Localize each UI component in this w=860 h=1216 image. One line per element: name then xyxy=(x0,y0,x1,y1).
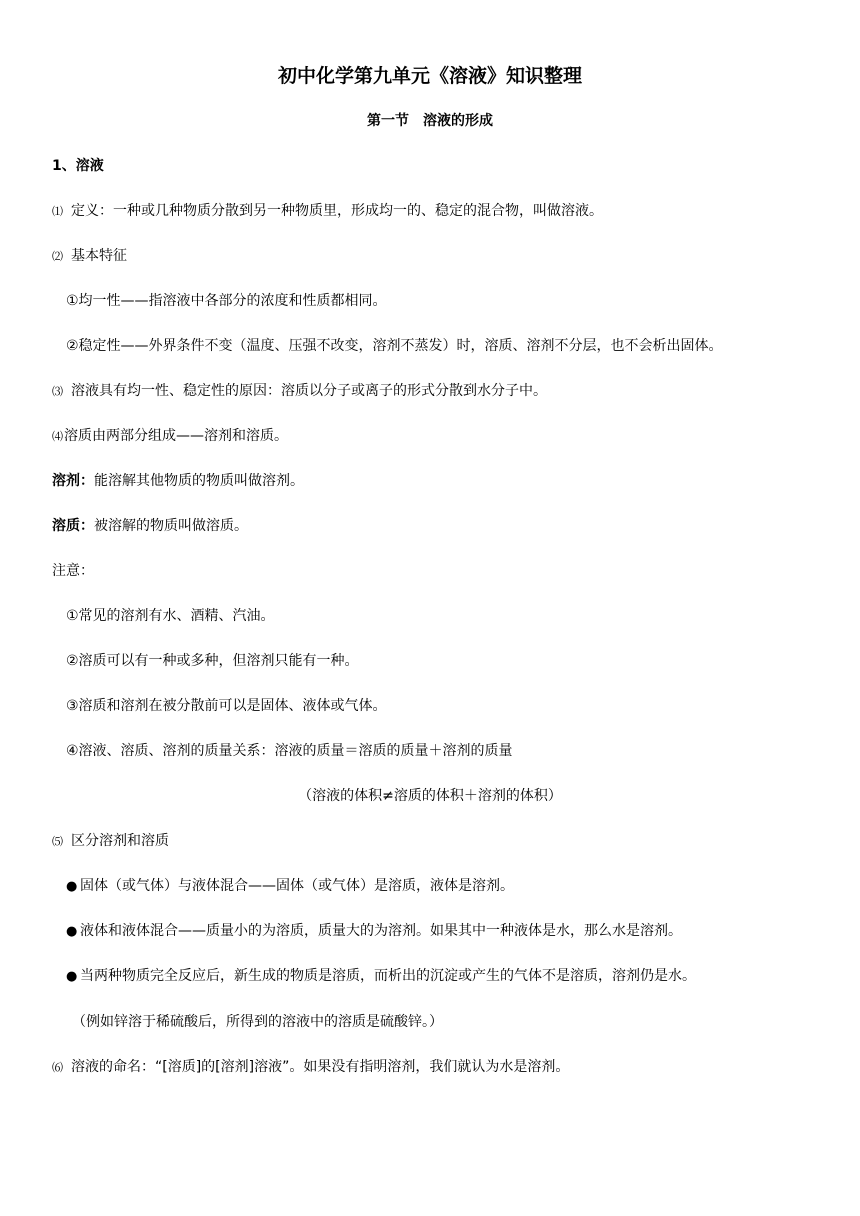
feature-item: ①均一性——指溶液中各部分的浓度和性质都相同。 xyxy=(66,293,387,309)
note-label: 注意： xyxy=(52,563,94,579)
item-number: ⑹ xyxy=(52,1061,63,1074)
note-item: ①常见的溶剂有水、酒精、汽油。 xyxy=(66,608,275,624)
paragraph-text: 溶液具有均一性、稳定性的原因：溶质以分子或离子的形式分散到水分子中。 xyxy=(71,383,547,399)
note-item: ②溶质可以有一种或多种，但溶剂只能有一种。 xyxy=(66,653,359,669)
paragraph-naming xyxy=(52,1057,569,1078)
note-volume: （溶液的体积≠溶质的体积＋溶剂的体积） xyxy=(298,788,562,804)
bullet-text: 固体（或气体）与液体混合——固体（或气体）是溶质，液体是溶剂。 xyxy=(80,878,514,894)
bullet-text: 液体和液体混合——质量小的为溶质，质量大的为溶剂。如果其中一种液体是水，那么水是溶剂。 xyxy=(80,923,682,939)
bullet-icon: ● xyxy=(66,879,78,894)
item-number: ⑵ xyxy=(52,250,63,263)
note-item: ③溶质和溶剂在被分散前可以是固体、液体或气体。 xyxy=(66,698,387,714)
bullet-item xyxy=(66,966,696,987)
paragraph-text: 定义：一种或几种物质分散到另一种物质里，形成均一的、稳定的混合物，叫做溶液。 xyxy=(71,203,603,219)
bullet-icon: ● xyxy=(66,969,78,984)
item-number: ⑷ xyxy=(52,430,63,443)
solvent-label: 溶剂： xyxy=(52,473,94,489)
paragraph-text: 溶液的命名：“[溶质]的[溶剂]溶液”。如果没有指明溶剂，我们就认为水是溶剂。 xyxy=(71,1059,570,1075)
section-title: 第一节 溶液的形成 xyxy=(367,113,493,129)
example-note: （例如锌溶于稀硫酸后，所得到的溶液中的溶质是硫酸锌。） xyxy=(72,1014,443,1030)
paragraph-text: 基本特征 xyxy=(71,248,127,264)
bullet-text: 当两种物质完全反应后，新生成的物质是溶质，而析出的沉淀或产生的气体不是溶质，溶剂仍是水。 xyxy=(80,968,696,984)
item-number: ⑶ xyxy=(52,385,63,398)
paragraph-distinguish xyxy=(52,831,169,852)
item-number: ⑸ xyxy=(52,835,63,848)
document-title: 初中化学第九单元《溶液》知识整理 xyxy=(277,65,582,87)
solute-text: 被溶解的物质叫做溶质。 xyxy=(94,518,248,534)
bullet-item xyxy=(66,876,514,897)
bullet-item xyxy=(66,921,682,942)
paragraph-definition xyxy=(52,201,603,222)
feature-item: ②稳定性——外界条件不变（温度、压强不改变，溶剂不蒸发）时，溶质、溶剂不分层，也不会析出固体。 xyxy=(66,338,723,354)
solvent-text: 能溶解其他物质的物质叫做溶剂。 xyxy=(94,473,304,489)
solute-definition xyxy=(52,516,248,536)
heading-solution: 1、溶液 xyxy=(52,158,104,174)
note-item: ④溶液、溶质、溶剂的质量关系：溶液的质量＝溶质的质量＋溶剂的质量 xyxy=(66,743,513,759)
item-number: ⑴ xyxy=(52,205,63,218)
solvent-definition xyxy=(52,471,304,491)
bullet-icon: ● xyxy=(66,924,78,939)
solute-label: 溶质： xyxy=(52,518,94,534)
paragraph-reason xyxy=(52,381,547,402)
paragraph-text: 区分溶剂和溶质 xyxy=(71,833,169,849)
paragraph-features xyxy=(52,246,127,267)
paragraph-text: 溶质由两部分组成——溶剂和溶质。 xyxy=(64,428,288,444)
paragraph-composition xyxy=(52,426,288,447)
